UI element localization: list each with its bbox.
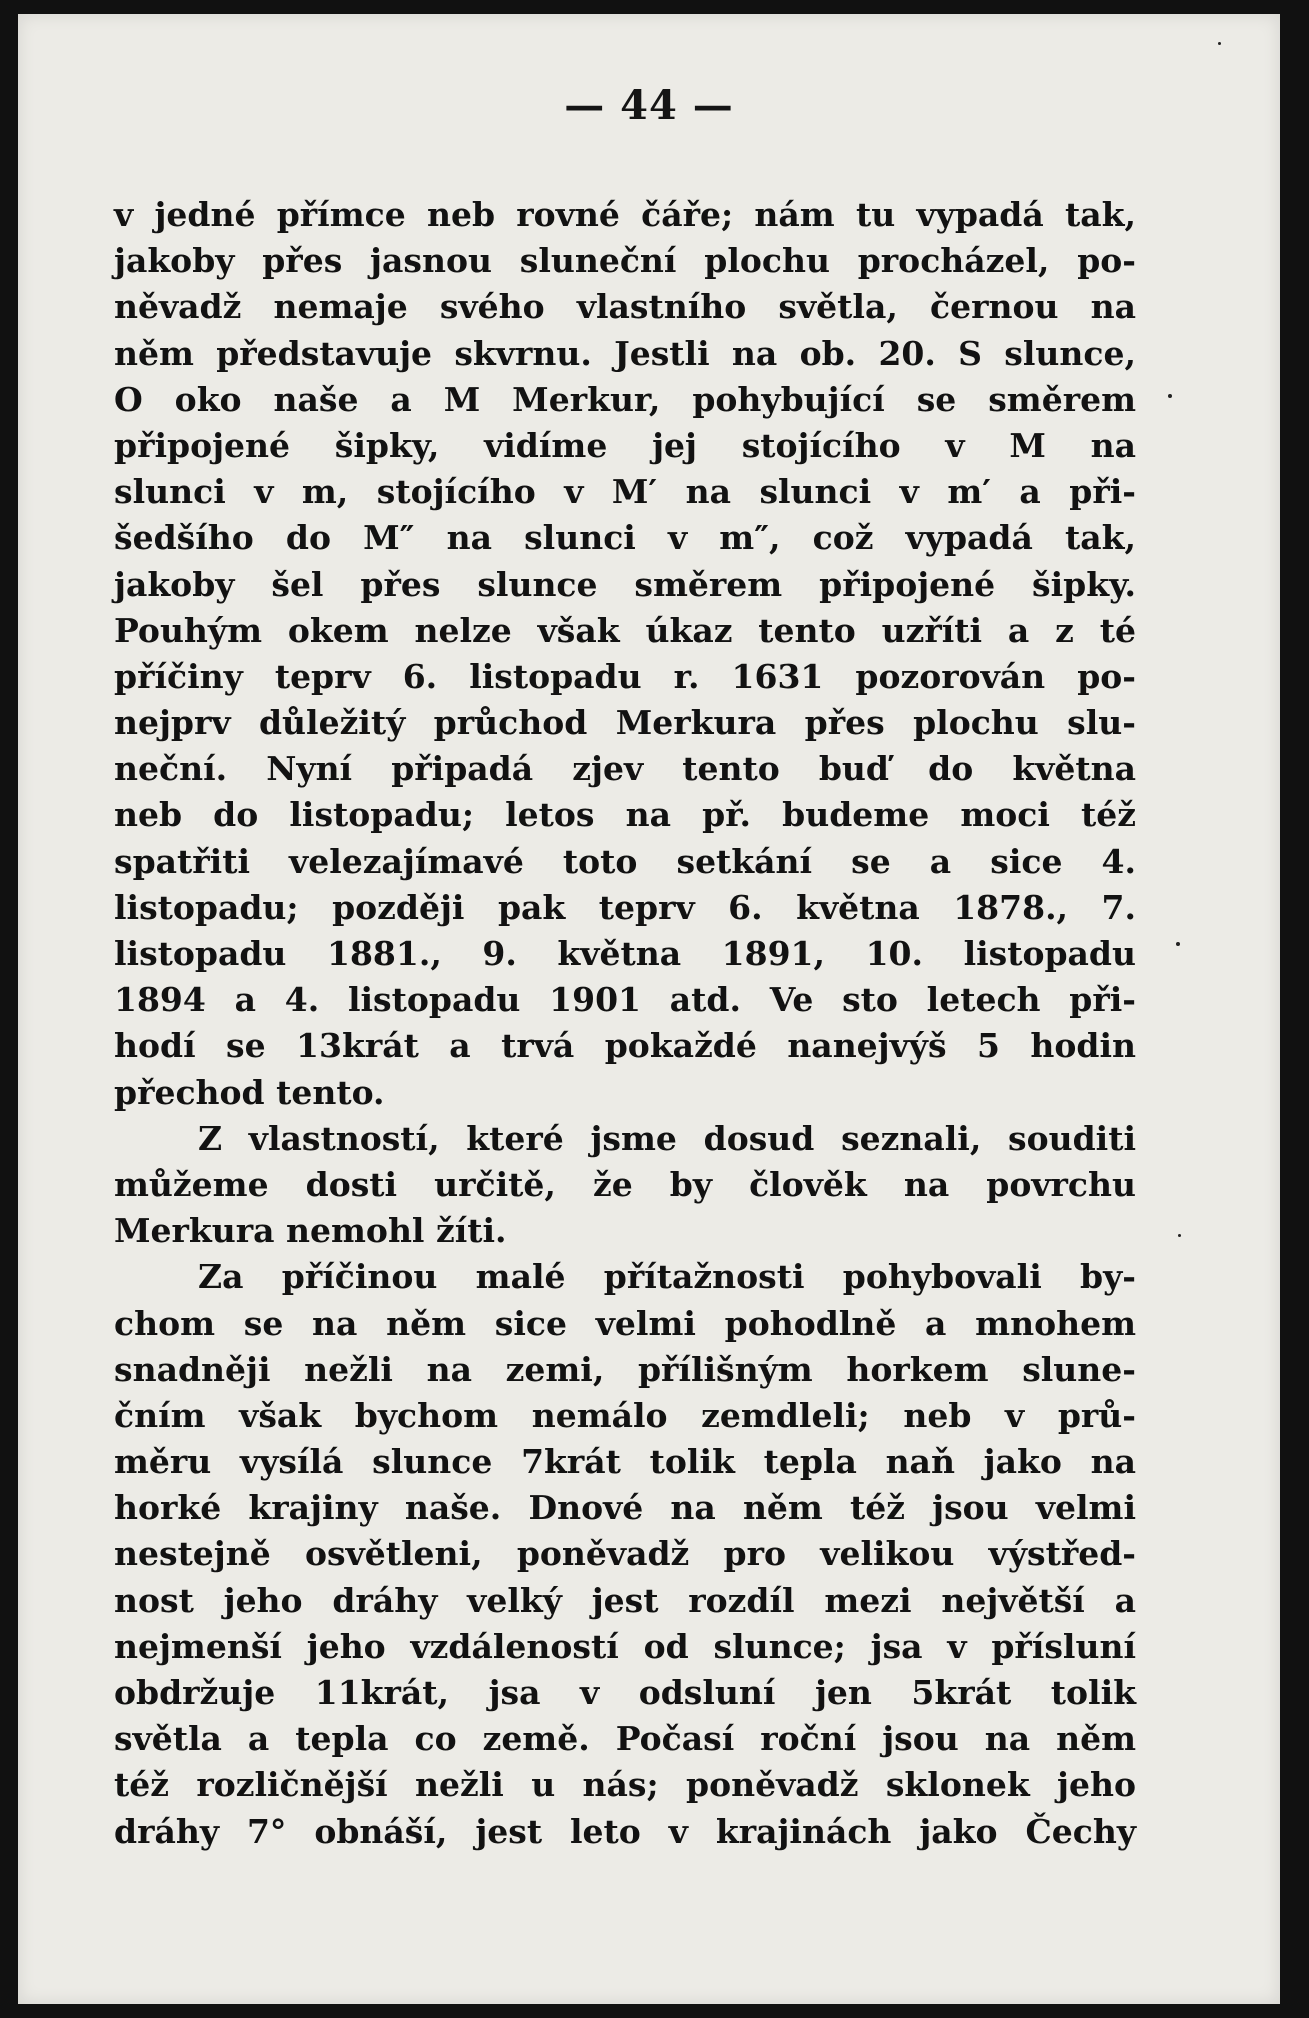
text-line: něm představuje skvrnu. Jestli na ob. 20. S slunce, [114, 333, 1136, 373]
text-line: v jedné přímce neb rovné čáře; nám tu vypadá tak, [114, 195, 1136, 234]
page-number: — 44 — [564, 82, 734, 129]
text-line: horké krajiny naše. Dnové na něm též jsou velmi [114, 1488, 1136, 1528]
text-line: listopadu 1881., 9. května 1891, 10. listopadu [114, 934, 1136, 973]
text-line: šedšího do M″ na slunci v m″, což vypadá tak, [114, 518, 1136, 558]
text-line: světla a tepla co země. Počasí roční jsou na něm [114, 1719, 1136, 1759]
text-line: neční. Nyní připadá zjev tento buď do května [114, 749, 1136, 789]
text-line: obdržuje 11krát, jsa v odsluní jen 5krát tolik [114, 1673, 1136, 1712]
text-line: přechod tento. [114, 1072, 385, 1112]
text-line: měru vysílá slunce 7krát tolik tepla naň jako na [114, 1442, 1136, 1482]
book-page [18, 14, 1280, 2004]
print-speck [1218, 42, 1221, 45]
text-line: slunci v m, stojícího v M′ na slunci v m′ a při- [114, 472, 1136, 512]
text-line: 1894 a 4. listopadu 1901 atd. Ve sto letech při- [114, 980, 1136, 1020]
text-line: něvadž nemaje svého vlastního světla, černou na [114, 287, 1136, 327]
print-speck [1176, 942, 1180, 946]
text-line: čním však bychom nemálo zemdleli; neb v prů- [114, 1395, 1136, 1435]
text-line: též rozličnější nežli u nás; poněvadž sklonek jeho [114, 1765, 1136, 1805]
text-line: nejmenší jeho vzdáleností od slunce; jsa v přísluní [114, 1626, 1136, 1666]
text-line: neb do listopadu; letos na př. budeme moci též [114, 795, 1136, 835]
print-speck [1168, 394, 1172, 398]
text-line: Za příčinou malé přítažnosti pohybovali by- [198, 1257, 1136, 1297]
text-line: O oko naše a M Merkur, pohybující se směrem [114, 379, 1136, 419]
text-line: nejprv důležitý průchod Merkura přes plochu slu- [114, 703, 1136, 743]
text-line: listopadu; později pak teprv 6. května 1878., 7. [114, 887, 1136, 927]
text-line: jakoby šel přes slunce směrem připojené šipky. [114, 564, 1136, 604]
print-speck [1178, 1234, 1181, 1237]
text-line: dráhy 7° obnáší, jest leto v krajinách jako Čechy [114, 1811, 1136, 1851]
text-line: Pouhým okem nelze však úkaz tento uzříti a z té [114, 610, 1136, 650]
text-line: příčiny teprv 6. listopadu r. 1631 pozorován po- [114, 656, 1136, 696]
text-line: Merkura nemohl žíti. [114, 1211, 507, 1251]
text-line: jakoby přes jasnou sluneční plochu procházel, po- [114, 241, 1136, 281]
text-line: snadněji nežli na zemi, přílišným horkem slune- [114, 1349, 1136, 1389]
text-line: spatřiti velezajímavé toto setkání se a sice 4. [114, 841, 1136, 881]
text-line: chom se na něm sice velmi pohodlně a mnohem [114, 1303, 1136, 1343]
text-line: hodí se 13krát a trvá pokaždé nanejvýš 5 hodin [114, 1026, 1136, 1066]
text-line: připojené šipky, vidíme jej stojícího v M na [114, 425, 1136, 465]
body-text [114, 192, 1136, 1855]
text-line: nost jeho dráhy velký jest rozdíl mezi největší a [114, 1580, 1136, 1620]
text-line: nestejně osvětleni, poněvadž pro velikou výstřed- [114, 1534, 1136, 1574]
text-line: můžeme dosti určitě, že by člověk na povrchu [114, 1164, 1136, 1204]
text-line: Z vlastností, které jsme dosud seznali, souditi [198, 1118, 1136, 1158]
